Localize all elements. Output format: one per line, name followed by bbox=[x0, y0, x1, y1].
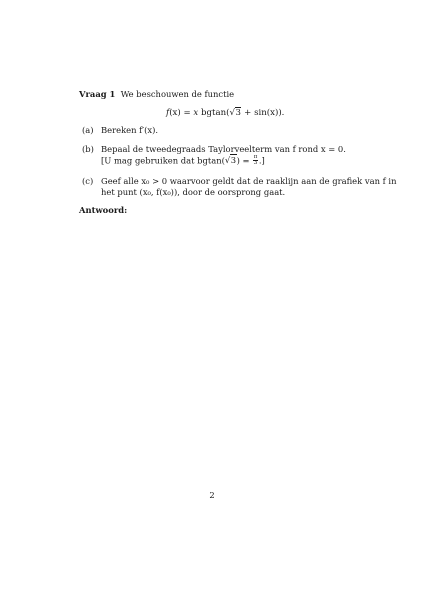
part-label: (b) bbox=[82, 144, 94, 154]
question-label: Vraag 1 bbox=[79, 89, 116, 99]
question-intro: We beschouwen de functie bbox=[120, 89, 235, 99]
sqrt-symbol: √3 bbox=[224, 155, 237, 165]
part-b-hint: [U mag gebruiken dat bgtan(√3) = $\frac{\pi}{3}$ .] bbox=[101, 153, 265, 166]
part-label: (c) bbox=[82, 176, 94, 186]
part-c-line1: Geef alle x₀ > 0 waarvoor geldt dat de raaklijn aan de grafiek van f in bbox=[101, 176, 397, 186]
function-formula: f(x) = x bgtan(√3 + sin(x)). bbox=[166, 108, 285, 118]
question-header bbox=[79, 89, 349, 100]
pi-over-three-fraction: $\frac{\pi}{3}$ bbox=[253, 153, 258, 166]
part-c-line2: het punt (x₀, f(x₀)), door de oorsprong gaat. bbox=[101, 186, 286, 197]
sqrt-symbol: √3 bbox=[229, 108, 241, 118]
part-a-text: Bereken f′(x). bbox=[101, 125, 159, 135]
part-b-line1: Bepaal de tweedegraads Taylorveelterm van f rond x = 0. bbox=[101, 144, 346, 154]
part-label: (a) bbox=[82, 125, 94, 135]
answer-label: Antwoord: bbox=[79, 205, 128, 215]
page-number: 2 bbox=[209, 490, 215, 500]
